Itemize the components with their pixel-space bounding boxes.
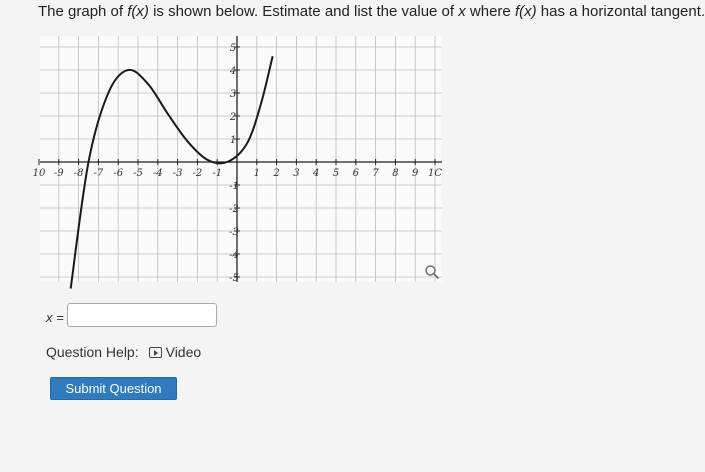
- x-tick-label: 7: [372, 168, 379, 179]
- x-tick-label: 1: [253, 168, 260, 179]
- video-label: Video: [165, 344, 202, 360]
- video-link[interactable]: [149, 344, 202, 360]
- graph-svg: [32, 36, 443, 284]
- x-tick-label: -8: [73, 168, 84, 179]
- question-help-label: Question Help:: [46, 344, 139, 360]
- y-tick-label: 5: [229, 43, 237, 54]
- answer-label: x =: [46, 310, 64, 325]
- x-tick-label: -5: [133, 168, 143, 179]
- y-tick-label: 4: [229, 66, 237, 77]
- function-name-2: f(x): [514, 3, 537, 20]
- x-tick-label: 6: [352, 168, 359, 179]
- y-tick-label: 2: [229, 112, 237, 123]
- x-tick-label: -4: [152, 168, 163, 179]
- question-help: [46, 344, 201, 360]
- submit-question-button[interactable]: Submit Question: [50, 377, 177, 400]
- variable-name: x: [458, 3, 466, 20]
- x-tick-label: -1: [212, 168, 223, 179]
- x-tick-label: 5: [332, 168, 340, 179]
- y-tick-label: 3: [229, 89, 237, 100]
- function-name: f(x): [127, 3, 149, 20]
- x-tick-label: 10: [32, 168, 46, 179]
- x-tick-label: 9: [412, 168, 419, 179]
- x-tick-label: 8: [392, 168, 399, 179]
- x-tick-label: 1C: [427, 168, 443, 179]
- x-tick-label: -6: [113, 168, 124, 179]
- y-tick-label: -1: [229, 181, 239, 192]
- y-tick-label: -3: [229, 227, 239, 238]
- x-tick-label: 4: [313, 168, 320, 179]
- x-tick-label: 3: [293, 168, 300, 179]
- graph-background: [40, 36, 442, 282]
- x-tick-label: 2: [273, 168, 280, 179]
- y-tick-label: 1: [229, 135, 237, 146]
- video-icon: [149, 347, 162, 358]
- x-tick-label: -7: [93, 168, 104, 179]
- y-tick-label: -2: [229, 204, 239, 215]
- x-tick-label: -9: [53, 168, 64, 179]
- x-tick-label: -2: [192, 168, 203, 179]
- x-tick-label: -3: [172, 168, 183, 179]
- magnify-icon[interactable]: [424, 264, 440, 280]
- answer-input[interactable]: [67, 303, 217, 327]
- y-tick-label: -4: [229, 250, 239, 261]
- y-tick-label: -5: [229, 273, 239, 284]
- function-graph: [32, 36, 443, 284]
- question-prompt: The graph of f(x) is shown below. Estimate and list the value of x where f(x) has a horizontal tangent.: [38, 3, 705, 20]
